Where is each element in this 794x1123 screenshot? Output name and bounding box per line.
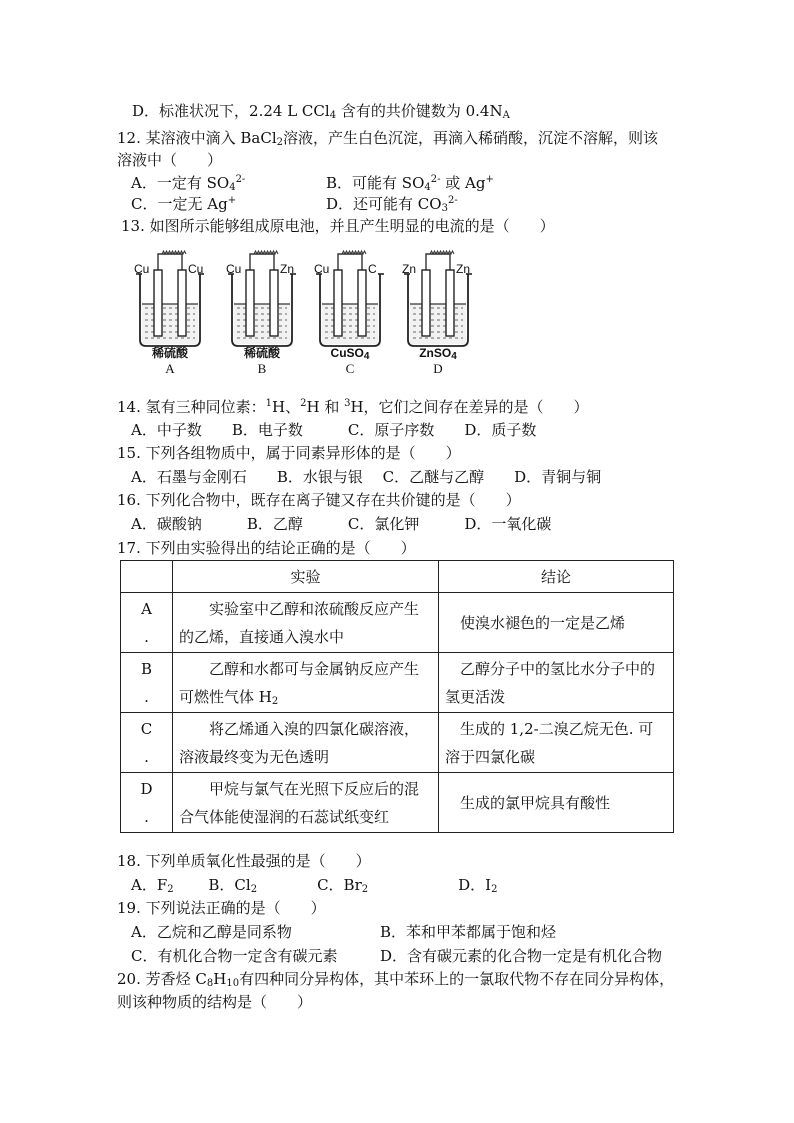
table-row [121,593,674,653]
solution-label: CuSO$_4$ [330,346,370,362]
row-conclusion: 使溴水褪色的一定是乙烯 [439,593,674,653]
q17-experiment-table [120,560,674,833]
coil-icon [162,251,186,254]
electrode-left-label: Zn [402,262,417,276]
electrode-right [178,270,186,336]
q16-stem: 16. 下列化合物中，既存在离子键又存在共价键的是（ ） [117,491,521,509]
row-conclusion: 乙醇分子中的氢比水分子中的氢更活泼 [439,653,674,713]
q16-options: A．碳酸钠 B．乙醇 C．氯化钾 D．一氧化碳 [131,515,552,533]
coil-icon [342,251,366,254]
q12-stem-line1: 12. 某溶液中滴入 BaCl$_2$溶液，产生白色沉淀，再滴入稀硝酸，沉淀不溶解，则该 [117,129,659,148]
table-header-row [121,561,674,593]
row-experiment: 乙醇和水都可与金属钠反应产生可燃性气体 $H_2$ [173,653,439,713]
table-row [121,713,674,773]
header-experiment: 实验 [173,561,439,593]
q19-option-a: A．乙烷和乙醇是同系物 [131,923,292,941]
coil-icon [254,251,278,254]
row-experiment: 甲烷与氯气在光照下反应后的混合气体能使湿润的石蕊试纸变红 [173,773,439,833]
electrode-left [422,270,430,336]
q15-options: A．石墨与金刚石 B．水银与银 C．乙醚与乙醇 D．青铜与铜 [131,468,602,486]
electrode-left [154,270,162,336]
cell-option-letter: B [257,361,267,376]
q15-stem: 15. 下列各组物质中，属于同素异形体的是（ ） [117,444,461,462]
electrode-left [334,270,342,336]
q14-stem: 14. 氢有三种同位素：$^1$H、$^2$H 和 $^3$H，它们之间存在差异的是（ ） [117,398,589,416]
row-option-label: C . [121,713,173,773]
electrode-right-label: Zn [280,262,295,276]
electrode-left-label: Cu [314,262,330,276]
q18-stem: 18. 下列单质氧化性最强的是（ ） [117,852,371,870]
q19-option-b: B．苯和甲苯都属于饱和烃 [380,923,557,941]
q17-stem: 17. 下列由实验得出的结论正确的是（ ） [117,539,416,557]
electrode-right-label: Zn [456,262,471,276]
cell-diagram-d [400,244,476,374]
electrode-right [446,270,454,336]
q19-stem: 19. 下列说法正确的是（ ） [117,899,326,917]
header-blank [121,561,173,593]
q12-stem-line2: 溶液中（ ） [117,151,223,169]
q14-options: A．中子数 B．电子数 C．原子序数 D．质子数 [131,421,537,439]
row-conclusion: 生成的 1,2-二溴乙烷无色. 可溶于四氯化碳 [439,713,674,773]
electrode-left [246,270,254,336]
electrode-right-label: C [368,262,377,276]
q19-option-c: C．有机化合物一定含有碳元素 [131,947,338,965]
row-option-label: A . [121,593,173,653]
table-row [121,653,674,713]
cell-diagram-b [224,244,300,374]
q13-stem: 13. 如图所示能够组成原电池，并且产生明显的电流的是（ ） [121,217,555,235]
solution-label: 稀硫酸 [151,346,188,360]
row-option-label: D . [121,773,173,833]
q11-option-d: D．标准状况下，2.24 L CCl$_4$ 含有的共价键数为 $0.4N_A$ [132,102,510,121]
cell-diagram-c [312,244,388,374]
q12-option-b: B．可能有 $SO_4^{2-}$ 或 Ag+ [326,174,494,193]
row-option-label: B . [121,653,173,713]
q20-stem-line1: 20. 芳香烃 $C_8H_{10}$有四种同分异构体，其中苯环上的一氯取代物不存在同分异构体， [117,970,675,989]
q12-option-c: C．一定无 Ag+ [131,195,237,213]
electrode-right-label: Cu [188,262,204,276]
galvanic-cell-figure [132,244,492,374]
header-conclusion: 结论 [439,561,674,593]
cell-option-letter: C [345,361,355,376]
cell-option-letter: D [433,361,443,376]
electrode-left-label: Cu [226,262,242,276]
q12-option-a: A．一定有 $SO_4^{2-}$ [131,174,246,193]
row-conclusion: 生成的氯甲烷具有酸性 [439,773,674,833]
row-experiment: 实验室中乙醇和浓硫酸反应产生的乙烯，直接通入溴水中 [173,593,439,653]
solution-label: 稀硫酸 [243,346,280,360]
q12-option-d: D．还可能有 $CO_3^{2-}$ [326,195,458,214]
coil-icon [430,251,454,254]
electrode-right [358,270,366,336]
cell-diagram-a [132,244,208,374]
table-row [121,773,674,833]
electrode-right [270,270,278,336]
solution-label: ZnSO$_4$ [419,346,457,362]
q19-option-d: D．含有碳元素的化合物一定是有机化合物 [380,947,663,965]
row-experiment: 将乙烯通入溴的四氯化碳溶液，溶液最终变为无色透明 [173,713,439,773]
q18-options: A．$F_2$ B．$Cl_2$ C．$Br_2$ D．$I_2$ [131,876,498,895]
cell-option-letter: A [165,361,175,376]
q20-stem-line2: 则该种物质的结构是（ ） [117,993,313,1011]
electrode-left-label: Cu [134,262,150,276]
